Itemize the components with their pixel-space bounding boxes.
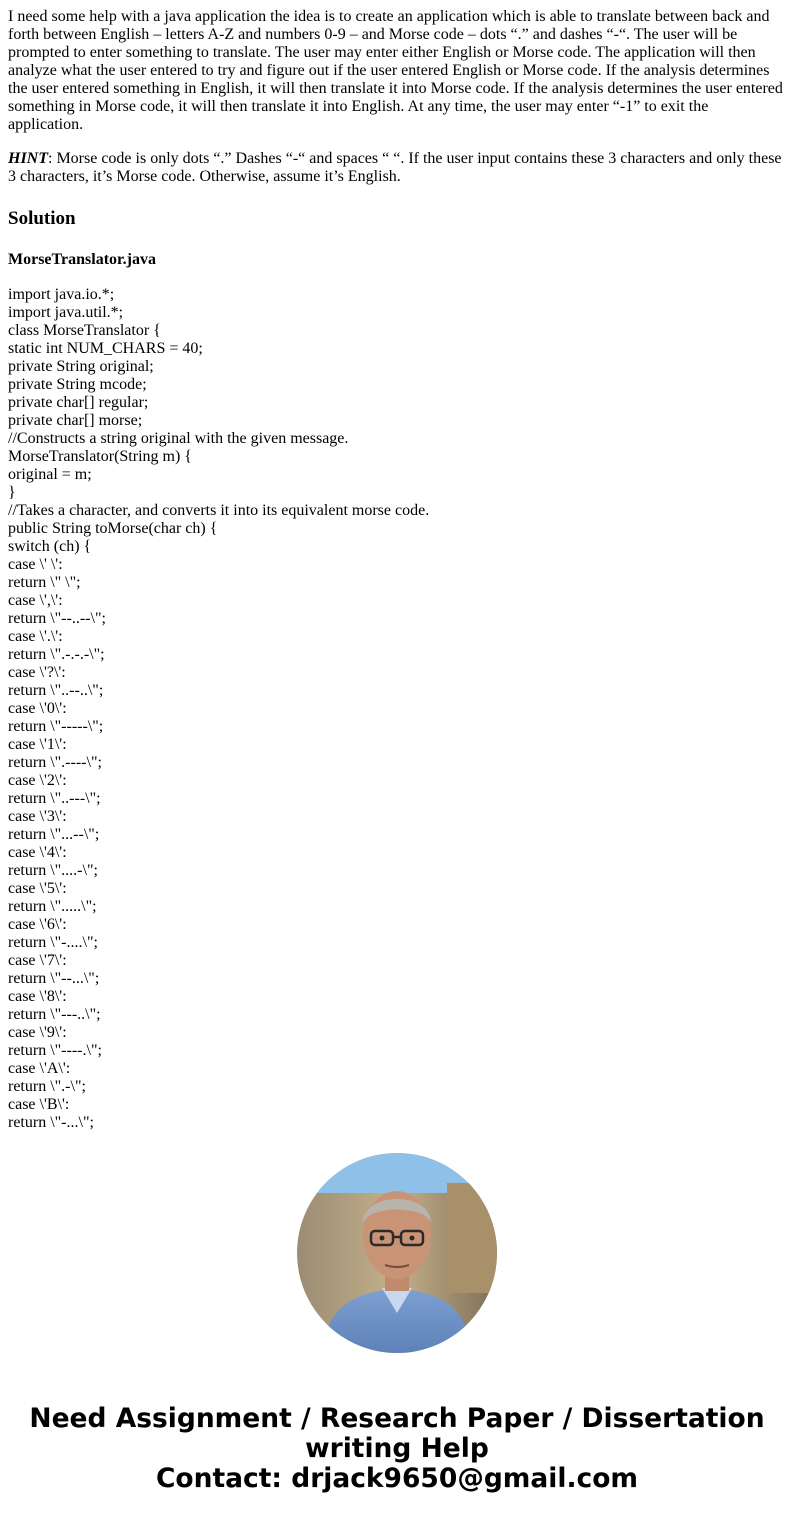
code-line: return \"-----\"; bbox=[8, 718, 104, 735]
code-line: //Takes a character, and converts it into its equivalent morse code. bbox=[8, 502, 430, 519]
code-line: case \'8\': bbox=[8, 988, 67, 1005]
code-line: class MorseTranslator { bbox=[8, 322, 161, 339]
code-line: return \"-...\"; bbox=[8, 1114, 94, 1131]
code-line: return \".....\"; bbox=[8, 898, 97, 915]
code-line: case \'?\': bbox=[8, 664, 66, 681]
code-line: case \'B\': bbox=[8, 1096, 70, 1113]
hint-paragraph bbox=[8, 150, 786, 186]
code-line: return \" \"; bbox=[8, 574, 81, 591]
code-line: public String toMorse(char ch) { bbox=[8, 520, 218, 537]
code-line: static int NUM_CHARS = 40; bbox=[8, 340, 203, 357]
author-avatar bbox=[297, 1153, 497, 1353]
code-block bbox=[8, 286, 786, 1132]
code-line: case \'A\': bbox=[8, 1060, 71, 1077]
code-line: case \'5\': bbox=[8, 880, 67, 897]
code-line: import java.io.*; bbox=[8, 286, 115, 303]
code-line: case \'0\': bbox=[8, 700, 67, 717]
code-line: import java.util.*; bbox=[8, 304, 124, 321]
code-line: private char[] regular; bbox=[8, 394, 149, 411]
code-line: return \"--..--\"; bbox=[8, 610, 106, 627]
code-line: return \"...--\"; bbox=[8, 826, 100, 843]
code-line: case \'4\': bbox=[8, 844, 67, 861]
code-line: original = m; bbox=[8, 466, 92, 483]
code-filename: MorseTranslator.java bbox=[8, 251, 156, 268]
code-line: private String original; bbox=[8, 358, 154, 375]
banner-line-2: writing Help bbox=[305, 1433, 489, 1464]
code-line: case \'2\': bbox=[8, 772, 67, 789]
solution-heading: Solution bbox=[8, 208, 76, 229]
code-line: case \'1\': bbox=[8, 736, 67, 753]
code-line: return \"--...\"; bbox=[8, 970, 100, 987]
code-line: switch (ch) { bbox=[8, 538, 92, 555]
code-line: case \',\': bbox=[8, 592, 63, 609]
hint-label: HINT bbox=[8, 150, 48, 167]
question-paragraph: I need some help with a java application the idea is to create an application which is able to translate between back and forth between English – letters A-Z and numbers 0-9 – and Morse code – dots “.” and dashes “-“. The user will be prompted to enter something to translate. The user may enter either English or Morse code. The application will then analyze what the user entered to try and figure out if the user entered English or Morse code. If the analysis determines the user entered something in English, it will then translate it into Morse code. If the analysis determines the user entered something in Morse code, it will then translate it into English. At any time, the user may enter “-1” to exit the application. bbox=[8, 8, 783, 133]
banner-line-1: Need Assignment / Research Paper / Dissertation bbox=[29, 1403, 765, 1434]
code-line: case \'6\': bbox=[8, 916, 67, 933]
code-line: case \'3\': bbox=[8, 808, 67, 825]
code-line: case \' \': bbox=[8, 556, 63, 573]
code-line: } bbox=[8, 484, 16, 501]
code-line: //Constructs a string original with the given message. bbox=[8, 430, 349, 447]
code-line: MorseTranslator(String m) { bbox=[8, 448, 192, 465]
hint-text: : Morse code is only dots “.” Dashes “-“ and spaces “ “. If the user input contains these 3 characters and only these 3 characters, it’s Morse code. Otherwise, assume it’s English. bbox=[8, 150, 782, 185]
code-line: return \"..---\"; bbox=[8, 790, 101, 807]
code-line: private String mcode; bbox=[8, 376, 147, 393]
code-line: return \"....-\"; bbox=[8, 862, 98, 879]
code-line: case \'7\': bbox=[8, 952, 67, 969]
code-line: case \'9\': bbox=[8, 1024, 67, 1041]
banner-contact-email: Contact: drjack9650@gmail.com bbox=[155, 1463, 639, 1494]
contact-banner bbox=[0, 1404, 794, 1494]
code-line: private char[] morse; bbox=[8, 412, 143, 429]
code-line: return \".-.-.-\"; bbox=[8, 646, 105, 663]
code-line: return \"----.\"; bbox=[8, 1042, 102, 1059]
code-line: return \"-....\"; bbox=[8, 934, 98, 951]
code-line: return \"---..\"; bbox=[8, 1006, 101, 1023]
code-line: return \".----\"; bbox=[8, 754, 102, 771]
code-line: return \"..--..\"; bbox=[8, 682, 104, 699]
code-line: return \".-\"; bbox=[8, 1078, 86, 1095]
code-line: case \'.\': bbox=[8, 628, 63, 645]
